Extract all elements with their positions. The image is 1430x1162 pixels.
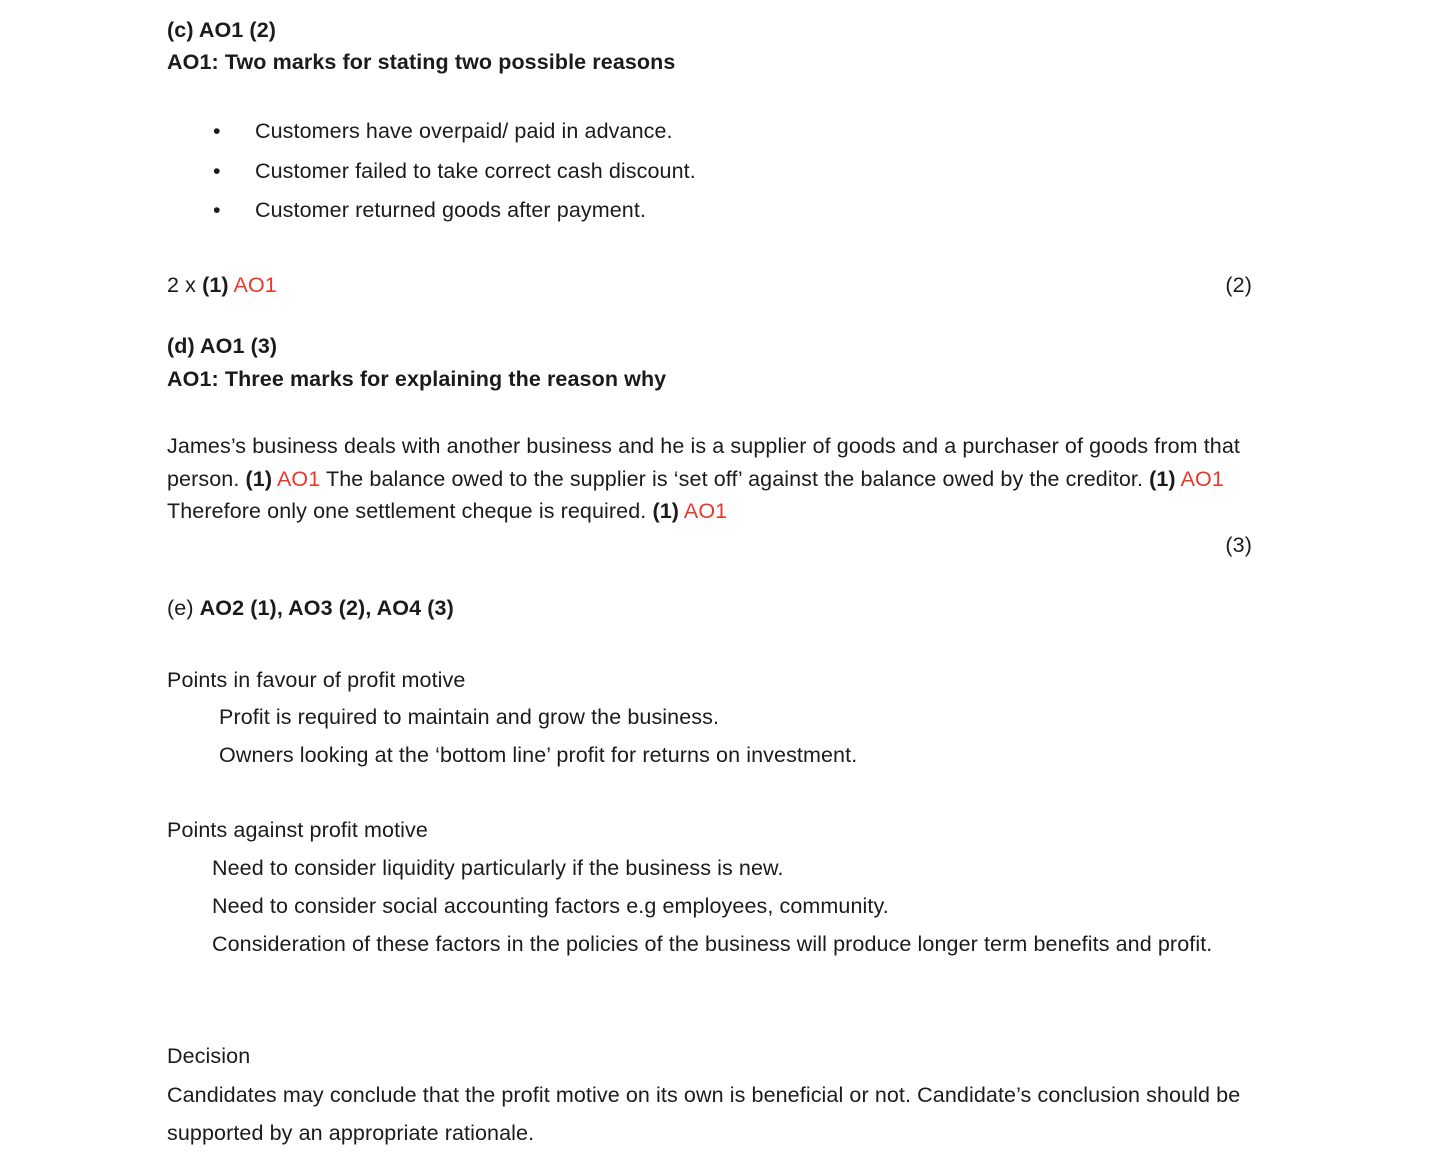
decision-title: Decision: [167, 1044, 251, 1068]
text-segment-normal: The balance owed to the supplier is ‘set off’ against the balance owed by the creditor.: [320, 466, 1150, 491]
bullet-icon: •: [213, 158, 221, 183]
list-item: Need to consider liquidity particularly if the business is new.: [212, 856, 784, 880]
bullet-icon: •: [213, 198, 221, 222]
text-segment-bold: (1): [202, 273, 229, 297]
list-item: Owners looking at the ‘bottom line’ profit for returns on investment.: [219, 743, 858, 767]
list-item-text: Customers have overpaid/ paid in advance.: [255, 119, 673, 143]
list-item: [167, 191, 1252, 231]
text-segment-bold: (1): [652, 499, 680, 523]
total-marks-badge: (3): [1225, 533, 1252, 557]
section-c-subtitle: AO1: Two marks for stating two possible reasons: [167, 50, 676, 74]
against-list: [167, 849, 1252, 963]
against-title: Points against profit motive: [167, 818, 428, 842]
text-segment-red: AO1: [683, 499, 728, 523]
favour-list: [167, 698, 1252, 774]
mark-allocation: [167, 273, 277, 297]
list-item: [167, 112, 1252, 152]
section-c-bullet-list: [167, 112, 1252, 231]
list-item-text: Customer failed to take correct cash discount.: [255, 158, 696, 183]
text-segment-bold: (1): [245, 466, 273, 491]
section-d-subtitle: AO1: Three marks for explaining the reason why: [167, 367, 667, 391]
section-d-heading: [167, 330, 1252, 396]
text-segment-red: AO1: [276, 466, 321, 491]
list-item: Need to consider social accounting factors e.g employees, community.: [212, 894, 889, 918]
section-d-title: (d) AO1 (3): [167, 334, 278, 358]
decision-body: Candidates may conclude that the profit motive on its own is beneficial or not. Candidate’s conclusion should be supported by an appropriate rationale.: [167, 1082, 1241, 1145]
favour-title: Points in favour of profit motive: [167, 668, 466, 692]
text-segment-normal: 2 x: [167, 273, 203, 297]
text-segment-red: AO1: [233, 273, 277, 297]
section-c-title: (c) AO1 (2): [167, 18, 277, 42]
section-c-mark-line: [167, 269, 1252, 301]
decision-block: [167, 1037, 1252, 1153]
text-segment-bold: AO2 (1), AO3 (2), AO4 (3): [199, 596, 454, 620]
text-segment-normal: (e): [167, 596, 200, 620]
section-c-heading: [167, 14, 1252, 78]
text-segment-red: AO1: [1180, 466, 1224, 491]
total-marks-badge: (2): [1225, 273, 1252, 297]
list-item-text: Customer returned goods after payment.: [255, 198, 646, 222]
list-item: Consideration of these factors in the policies of the business will produce longer term benefits and profit.: [212, 932, 1213, 956]
list-item: Profit is required to maintain and grow the business.: [219, 705, 720, 729]
text-segment-bold: (1): [1149, 466, 1176, 491]
section-e-heading: [167, 592, 1252, 624]
section-d-answer-paragraph: [167, 430, 1252, 528]
bullet-icon: •: [213, 119, 221, 143]
text-segment-normal: James’s business deals with another business and he is a supplier of goods and a purchaser of goods from that person.: [167, 434, 1240, 491]
list-item: [167, 152, 1252, 192]
text-segment-normal: Therefore only one settlement cheque is required.: [167, 499, 653, 523]
